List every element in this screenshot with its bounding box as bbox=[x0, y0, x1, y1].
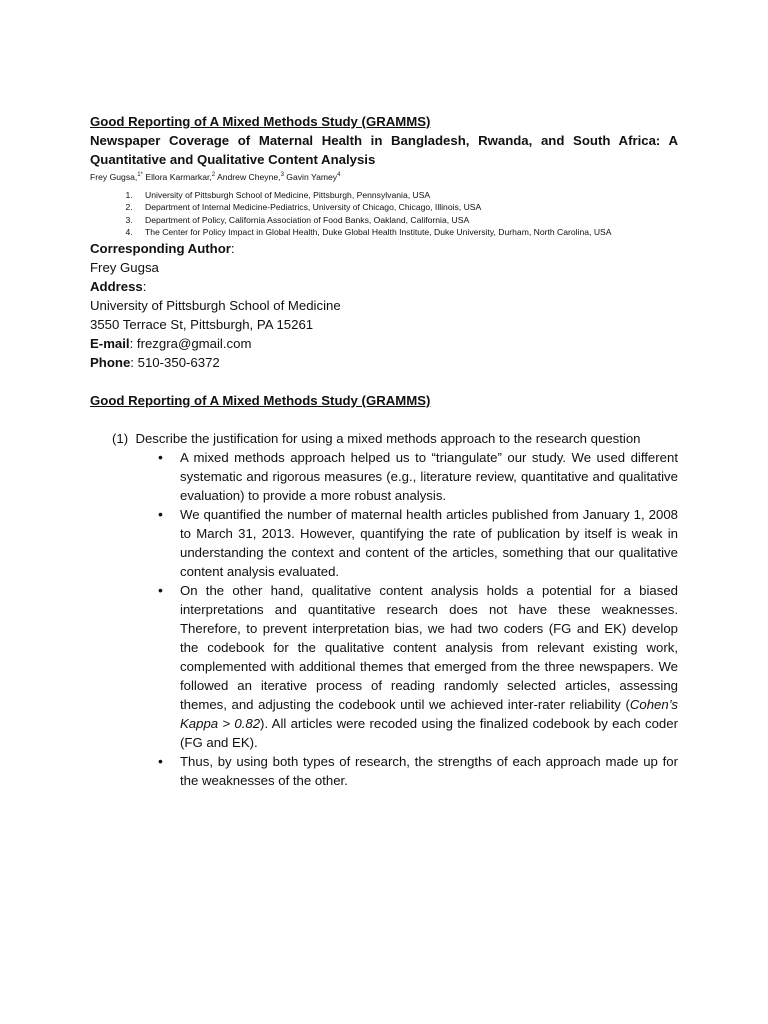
author-affiliation-mark: 1* bbox=[137, 172, 143, 178]
author-affiliation-mark: 4 bbox=[337, 172, 341, 178]
affiliation-item: 2. Department of Internal Medicine-Pediatrics, University of Chicago, Chicago, Illinois, USA bbox=[135, 201, 678, 214]
author: Ellora Karmarkar, bbox=[145, 171, 212, 182]
address-row: Address: bbox=[90, 278, 147, 294]
corresponding-author-label: Corresponding Author bbox=[90, 240, 231, 256]
bullet-item: • Thus, by using both types of research, the strengths of each approach made up for the weaknesses of the other. bbox=[180, 752, 678, 790]
author-list bbox=[90, 169, 678, 184]
phone-value: 510-350-6372 bbox=[137, 354, 220, 370]
affiliation-item: 3. Department of Policy, California Association of Food Banks, Oakland, California, USA bbox=[135, 214, 678, 227]
author-affiliation-mark: 2 bbox=[211, 172, 216, 178]
contact-block bbox=[90, 239, 678, 372]
address-line-1: University of Pittsburgh School of Medicine bbox=[90, 297, 341, 313]
bullet-item: • A mixed methods approach helped us to “triangulate” our study. We used different systematic and rigorous measures (e.g., literature review, quantitative and qualitative evaluation) to provide a more robust analysis. bbox=[180, 448, 678, 505]
bullet-item: • On the other hand, qualitative content analysis holds a potential for a biased interpretations and quantitative research does not have these weaknesses. Therefore, to prevent interpretation bias, we had two coders (FG and EK) develop the codebook for the qualitative content analysis from relevant existing work, complemented with additional themes that emerged from the three newspapers. We followed an iterative process of reading randomly selected articles, assessing themes, and adjusting the codebook until we achieved inter-rater reliability (Cohen’s Kappa > 0.82). All articles were recoded using the finalized codebook by each coder (FG and EK). bbox=[180, 581, 678, 752]
gramms-title: Good Reporting of A Mixed Methods Study (GRAMMS) bbox=[90, 114, 431, 129]
author: Gavin Yamey bbox=[286, 171, 338, 182]
address-label: Address bbox=[90, 278, 143, 294]
email-row: E-mail: frezgra@gmail.com bbox=[90, 335, 252, 351]
email-value: frezgra@gmail.com bbox=[136, 335, 252, 351]
question-text: Describe the justification for using a mixed methods approach to the research question bbox=[135, 430, 641, 446]
question-number: (1) bbox=[112, 430, 129, 446]
corresponding-author-row: Corresponding Author: bbox=[90, 240, 235, 256]
answer-bullets bbox=[90, 448, 678, 790]
phone-label: Phone bbox=[90, 354, 131, 370]
affiliation-item: 4. The Center for Policy Impact in Global Health, Duke Global Health Institute, Duke University, Durham, North Carolina, USA bbox=[135, 226, 678, 239]
phone-row: Phone: 510-350-6372 bbox=[90, 354, 220, 370]
question-1 bbox=[112, 429, 678, 448]
kappa-value: Cohen’s Kappa > 0.82 bbox=[180, 696, 678, 731]
author-affiliation-mark: 3 bbox=[280, 172, 284, 178]
document-page bbox=[90, 112, 678, 790]
affiliation-item: 1. University of Pittsburgh School of Medicine, Pittsburgh, Pennsylvania, USA bbox=[135, 189, 678, 202]
paper-title: Newspaper Coverage of Maternal Health in Bangladesh, Rwanda, and South Africa: A Quantitative and Qualitative Content Analysis bbox=[90, 133, 678, 167]
author: Andrew Cheyne, bbox=[217, 171, 281, 182]
author: Frey Gugsa, bbox=[90, 171, 138, 182]
section-heading: Good Reporting of A Mixed Methods Study (GRAMMS) bbox=[90, 392, 431, 408]
email-label: E-mail bbox=[90, 335, 130, 351]
affiliation-list bbox=[90, 189, 678, 239]
bullet-item: • We quantified the number of maternal health articles published from January 1, 2008 to March 31, 2013. However, quantifying the rate of publication by itself is weak in understanding the context and content of the articles, something that our qualitative content analysis evaluated. bbox=[180, 505, 678, 581]
address-line-2: 3550 Terrace St, Pittsburgh, PA 15261 bbox=[90, 316, 314, 332]
corresponding-author-name: Frey Gugsa bbox=[90, 259, 159, 275]
